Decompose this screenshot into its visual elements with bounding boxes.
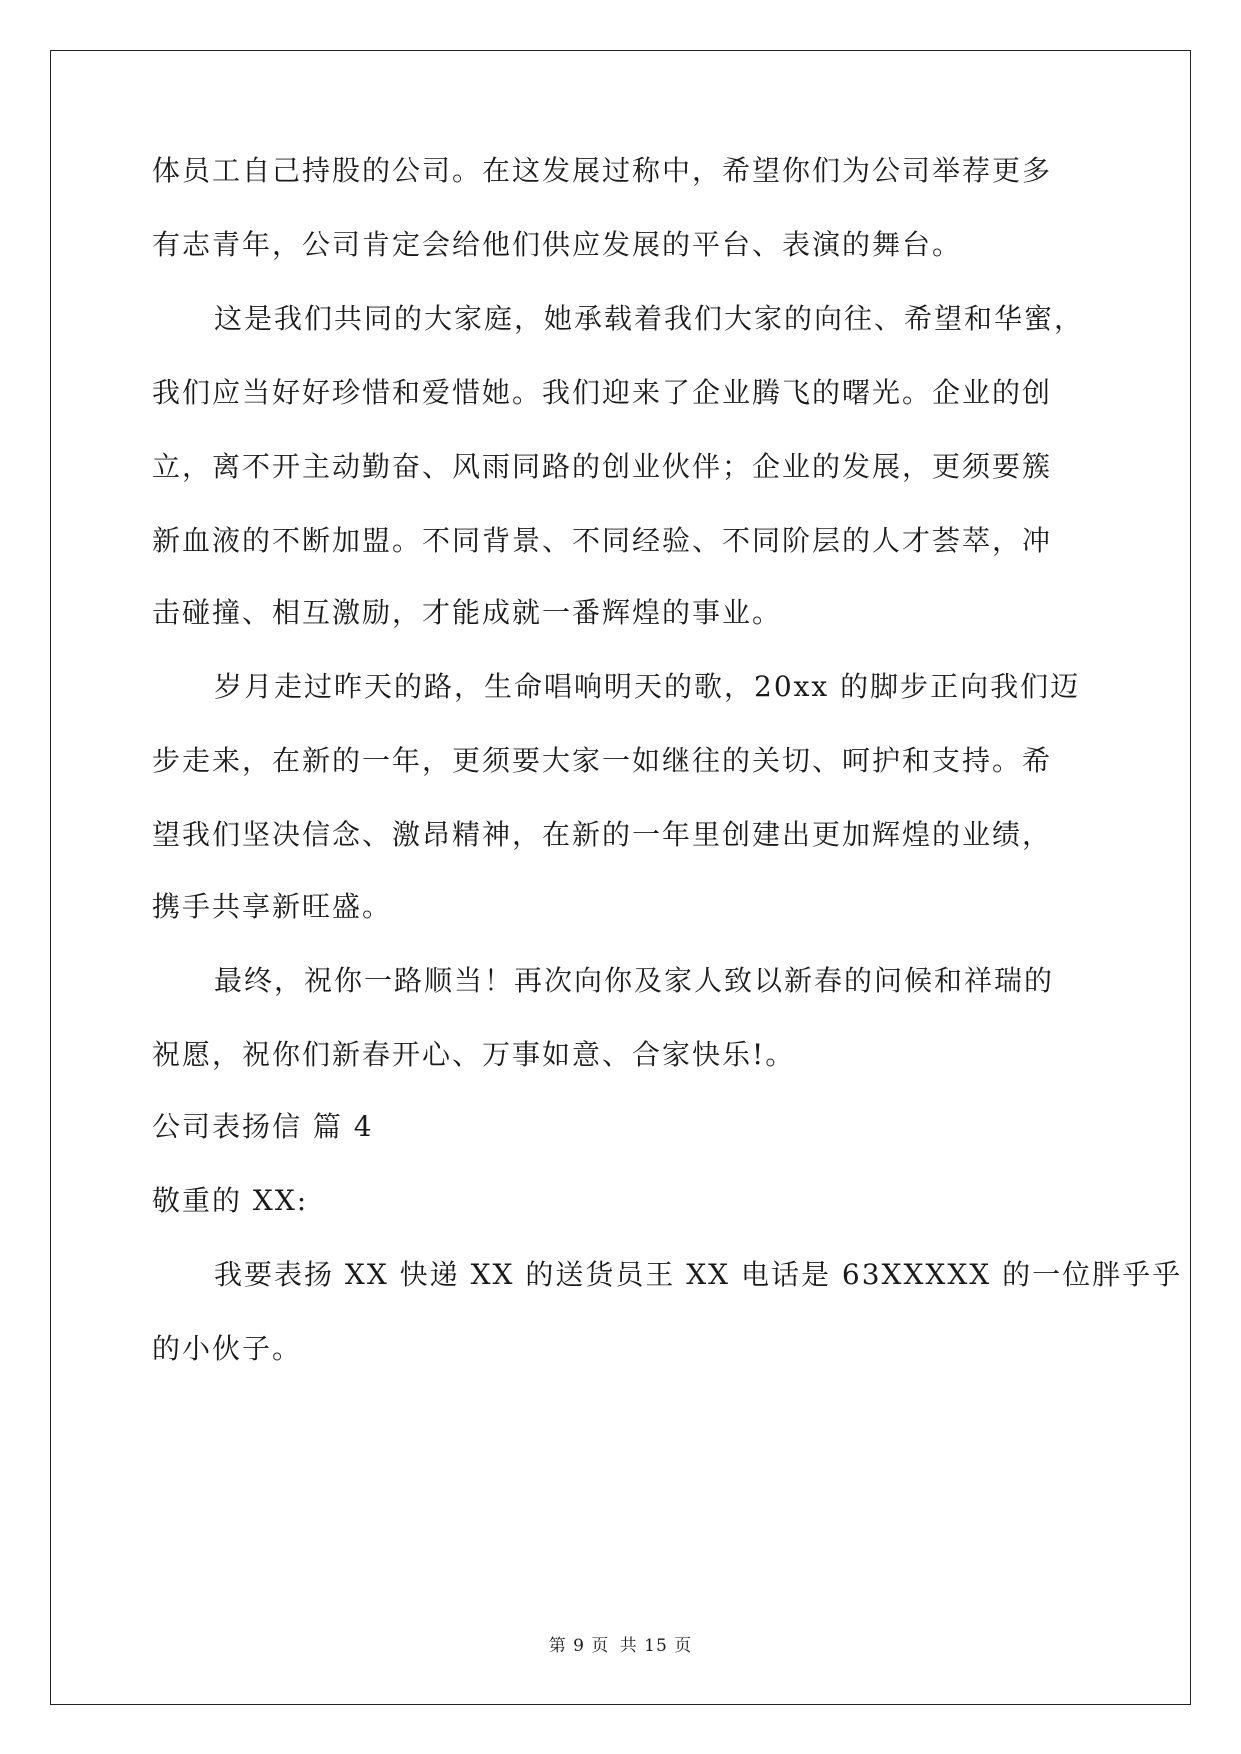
paragraph-line-3: 这是我们共同的大家庭，她承载着我们大家的向往、希望和华蜜， [214, 302, 1085, 335]
paragraph-line-1: 体员工自己持股的公司。在这发展过称中，希望你们为公司举荐更多 [152, 154, 1053, 187]
paragraph-line-8: 岁月走过昨天的路，生命唱响明天的歌，20xx 的脚步正向我们迈 [214, 670, 1081, 703]
paragraph-line-17: 的小伙子。 [152, 1332, 303, 1365]
paragraph-line-10: 望我们坚决信念、激昂精神，在新的一年里创建出更加辉煌的业绩， [152, 818, 1053, 851]
page-total: 共 15 页 [619, 1636, 693, 1656]
section-heading: 公司表扬信 篇 4 [152, 1110, 374, 1143]
paragraph-line-12: 最终，祝你一路顺当！再次向你及家人致以新春的问候和祥瑞的 [214, 964, 1055, 997]
paragraph-line-16: 我要表扬 XX 快递 XX 的送货员王 XX 电话是 63XXXXX 的一位胖乎乎 [214, 1258, 1183, 1291]
paragraph-line-5: 立，离不开主动勤奋、风雨同路的创业伙伴；企业的发展，更须要簇 [152, 450, 1053, 483]
paragraph-line-9: 步走来，在新的一年，更须要大家一如继往的关切、呵护和支持。希 [152, 744, 1053, 777]
paragraph-line-2: 有志青年，公司肯定会给他们供应发展的平台、表演的舞台。 [152, 228, 963, 261]
paragraph-line-6: 新血液的不断加盟。不同背景、不同经验、不同阶层的人才荟萃，冲 [152, 524, 1053, 557]
page-number: 第 9 页 [548, 1636, 610, 1656]
salutation: 敬重的 XX: [152, 1184, 309, 1217]
page-border [50, 50, 1191, 1705]
page-footer [0, 1631, 1241, 1656]
paragraph-line-13: 祝愿，祝你们新春开心、万事如意、合家快乐!。 [152, 1038, 796, 1071]
paragraph-line-7: 击碰撞、相互激励，才能成就一番辉煌的事业。 [152, 596, 783, 629]
paragraph-line-4: 我们应当好好珍惜和爱惜她。我们迎来了企业腾飞的曙光。企业的创 [152, 376, 1053, 409]
paragraph-line-11: 携手共享新旺盛。 [152, 890, 393, 923]
